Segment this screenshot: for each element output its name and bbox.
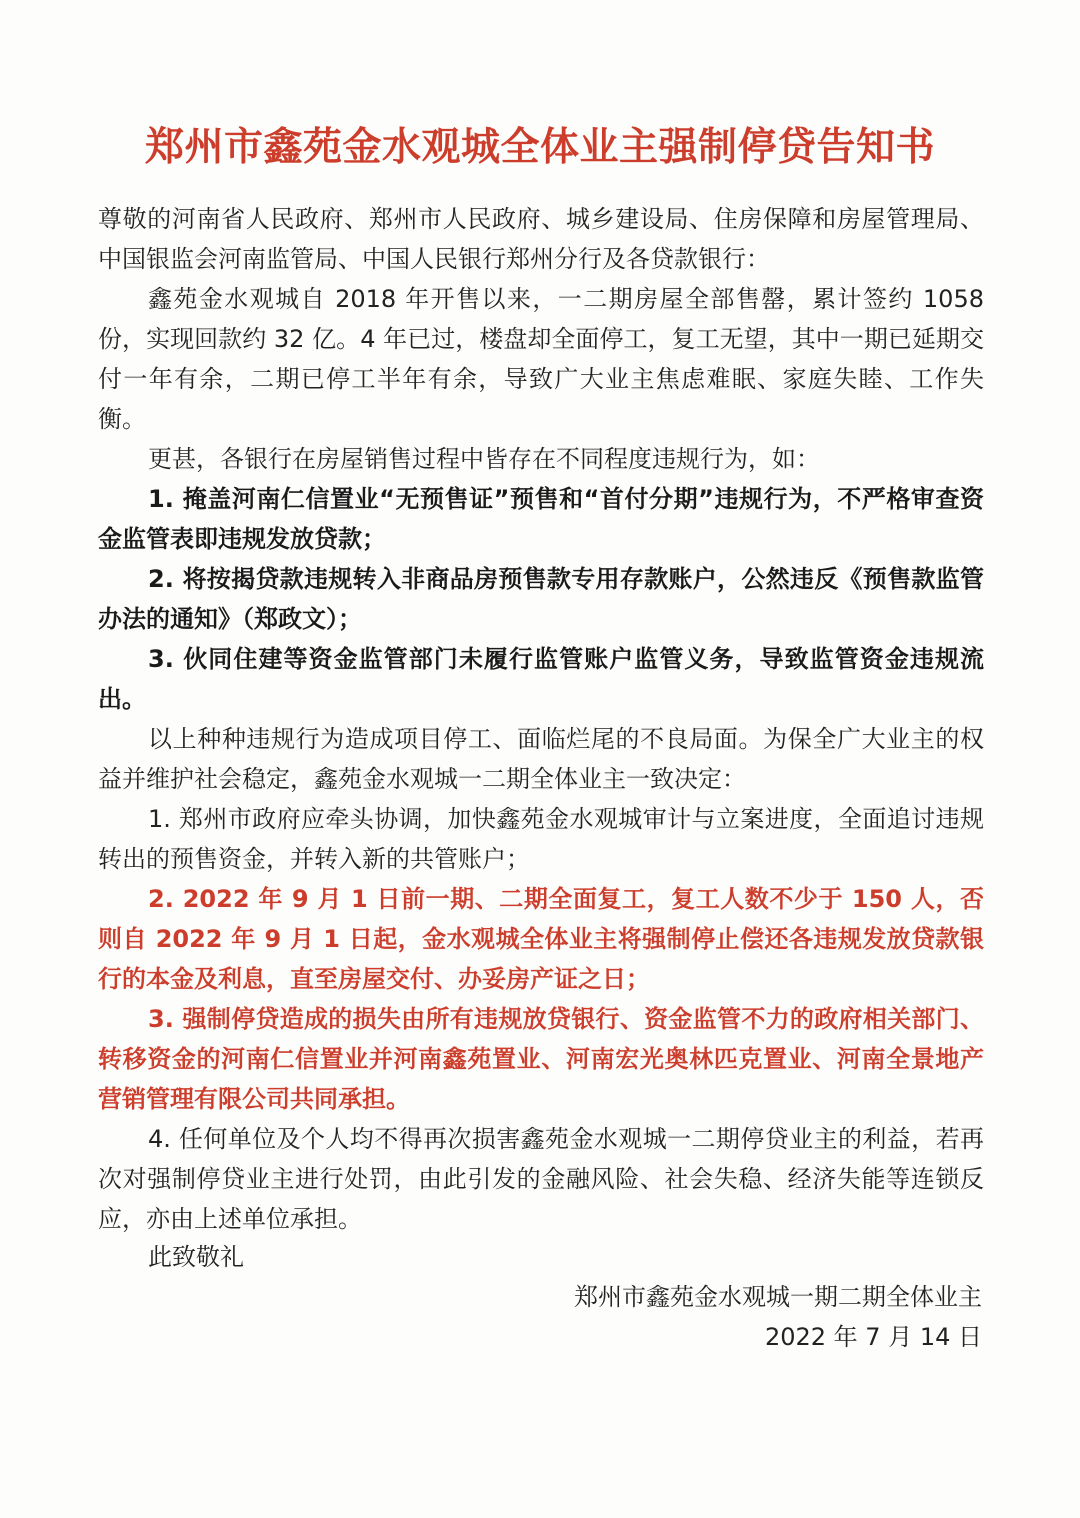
decision-item-2: 2. 2022 年 9 月 1 日前一期、二期全面复工，复工人数不少于 150 人，否则自 2022 年 9 月 1 日起，金水观城全体业主将强制停止偿还各违规发放贷款银行的本金及利息，直至房屋交付、办妥房产证之日； xyxy=(98,885,984,993)
signature-line: 郑州市鑫苑金水观城一期二期全体业主 xyxy=(574,1283,982,1311)
decision-item-4: 4. 任何单位及个人均不得再次损害鑫苑金水观城一二期停贷业主的利益，若再次对强制停贷业主进行处罚，由此引发的金融风险、社会失稳、经济失能等连锁反应，亦由上述单位承担。 xyxy=(98,1125,984,1233)
document-body xyxy=(98,199,984,1239)
violation-item-3: 3. 伙同住建等资金监管部门未履行监管账户监管义务，导致监管资金违规流出。 xyxy=(98,645,984,713)
violation-item-2: 2. 将按揭贷款违规转入非商品房预售款专用存款账户，公然违反《预售款监管办法的通知》（郑政文）； xyxy=(98,565,984,633)
salutation: 尊敬的河南省人民政府、郑州市人民政府、城乡建设局、住房保障和房屋管理局、中国银监会河南监管局、中国人民银行郑州分行及各贷款银行： xyxy=(98,205,984,273)
background-paragraph: 鑫苑金水观城自 2018 年开售以来，一二期房屋全部售罄，累计签约 1058 份，实现回款约 32 亿。4 年已过，楼盘却全面停工，复工无望，其中一期已延期交付一年有余，二期已停工半年有余，导致广大业主焦虑难眠、家庭失睦、工作失衡。 xyxy=(98,285,984,433)
violation-item-1: 1. 掩盖河南仁信置业“无预售证”预售和“首付分期”违规行为，不严格审查资金监管表即违规发放贷款； xyxy=(98,485,984,553)
closing-salute: 此致敬礼 xyxy=(148,1243,244,1271)
decision-intro: 以上种种违规行为造成项目停工、面临烂尾的不良局面。为保全广大业主的权益并维护社会稳定，鑫苑金水观城一二期全体业主一致决定： xyxy=(98,725,984,793)
signature-date: 2022 年 7 月 14 日 xyxy=(764,1323,982,1351)
violations-intro: 更甚，各银行在房屋销售过程中皆存在不同程度违规行为，如： xyxy=(148,445,820,473)
decision-item-1: 1. 郑州市政府应牵头协调，加快鑫苑金水观城审计与立案进度，全面追讨违规转出的预售资金，并转入新的共管账户； xyxy=(98,805,984,873)
decision-item-3: 3. 强制停贷造成的损失由所有违规放贷银行、资金监管不力的政府相关部门、转移资金的河南仁信置业并河南鑫苑置业、河南宏光奥林匹克置业、河南全景地产营销管理有限公司共同承担。 xyxy=(98,1005,984,1113)
document-title: 郑州市鑫苑金水观城全体业主强制停贷告知书 xyxy=(144,125,935,170)
